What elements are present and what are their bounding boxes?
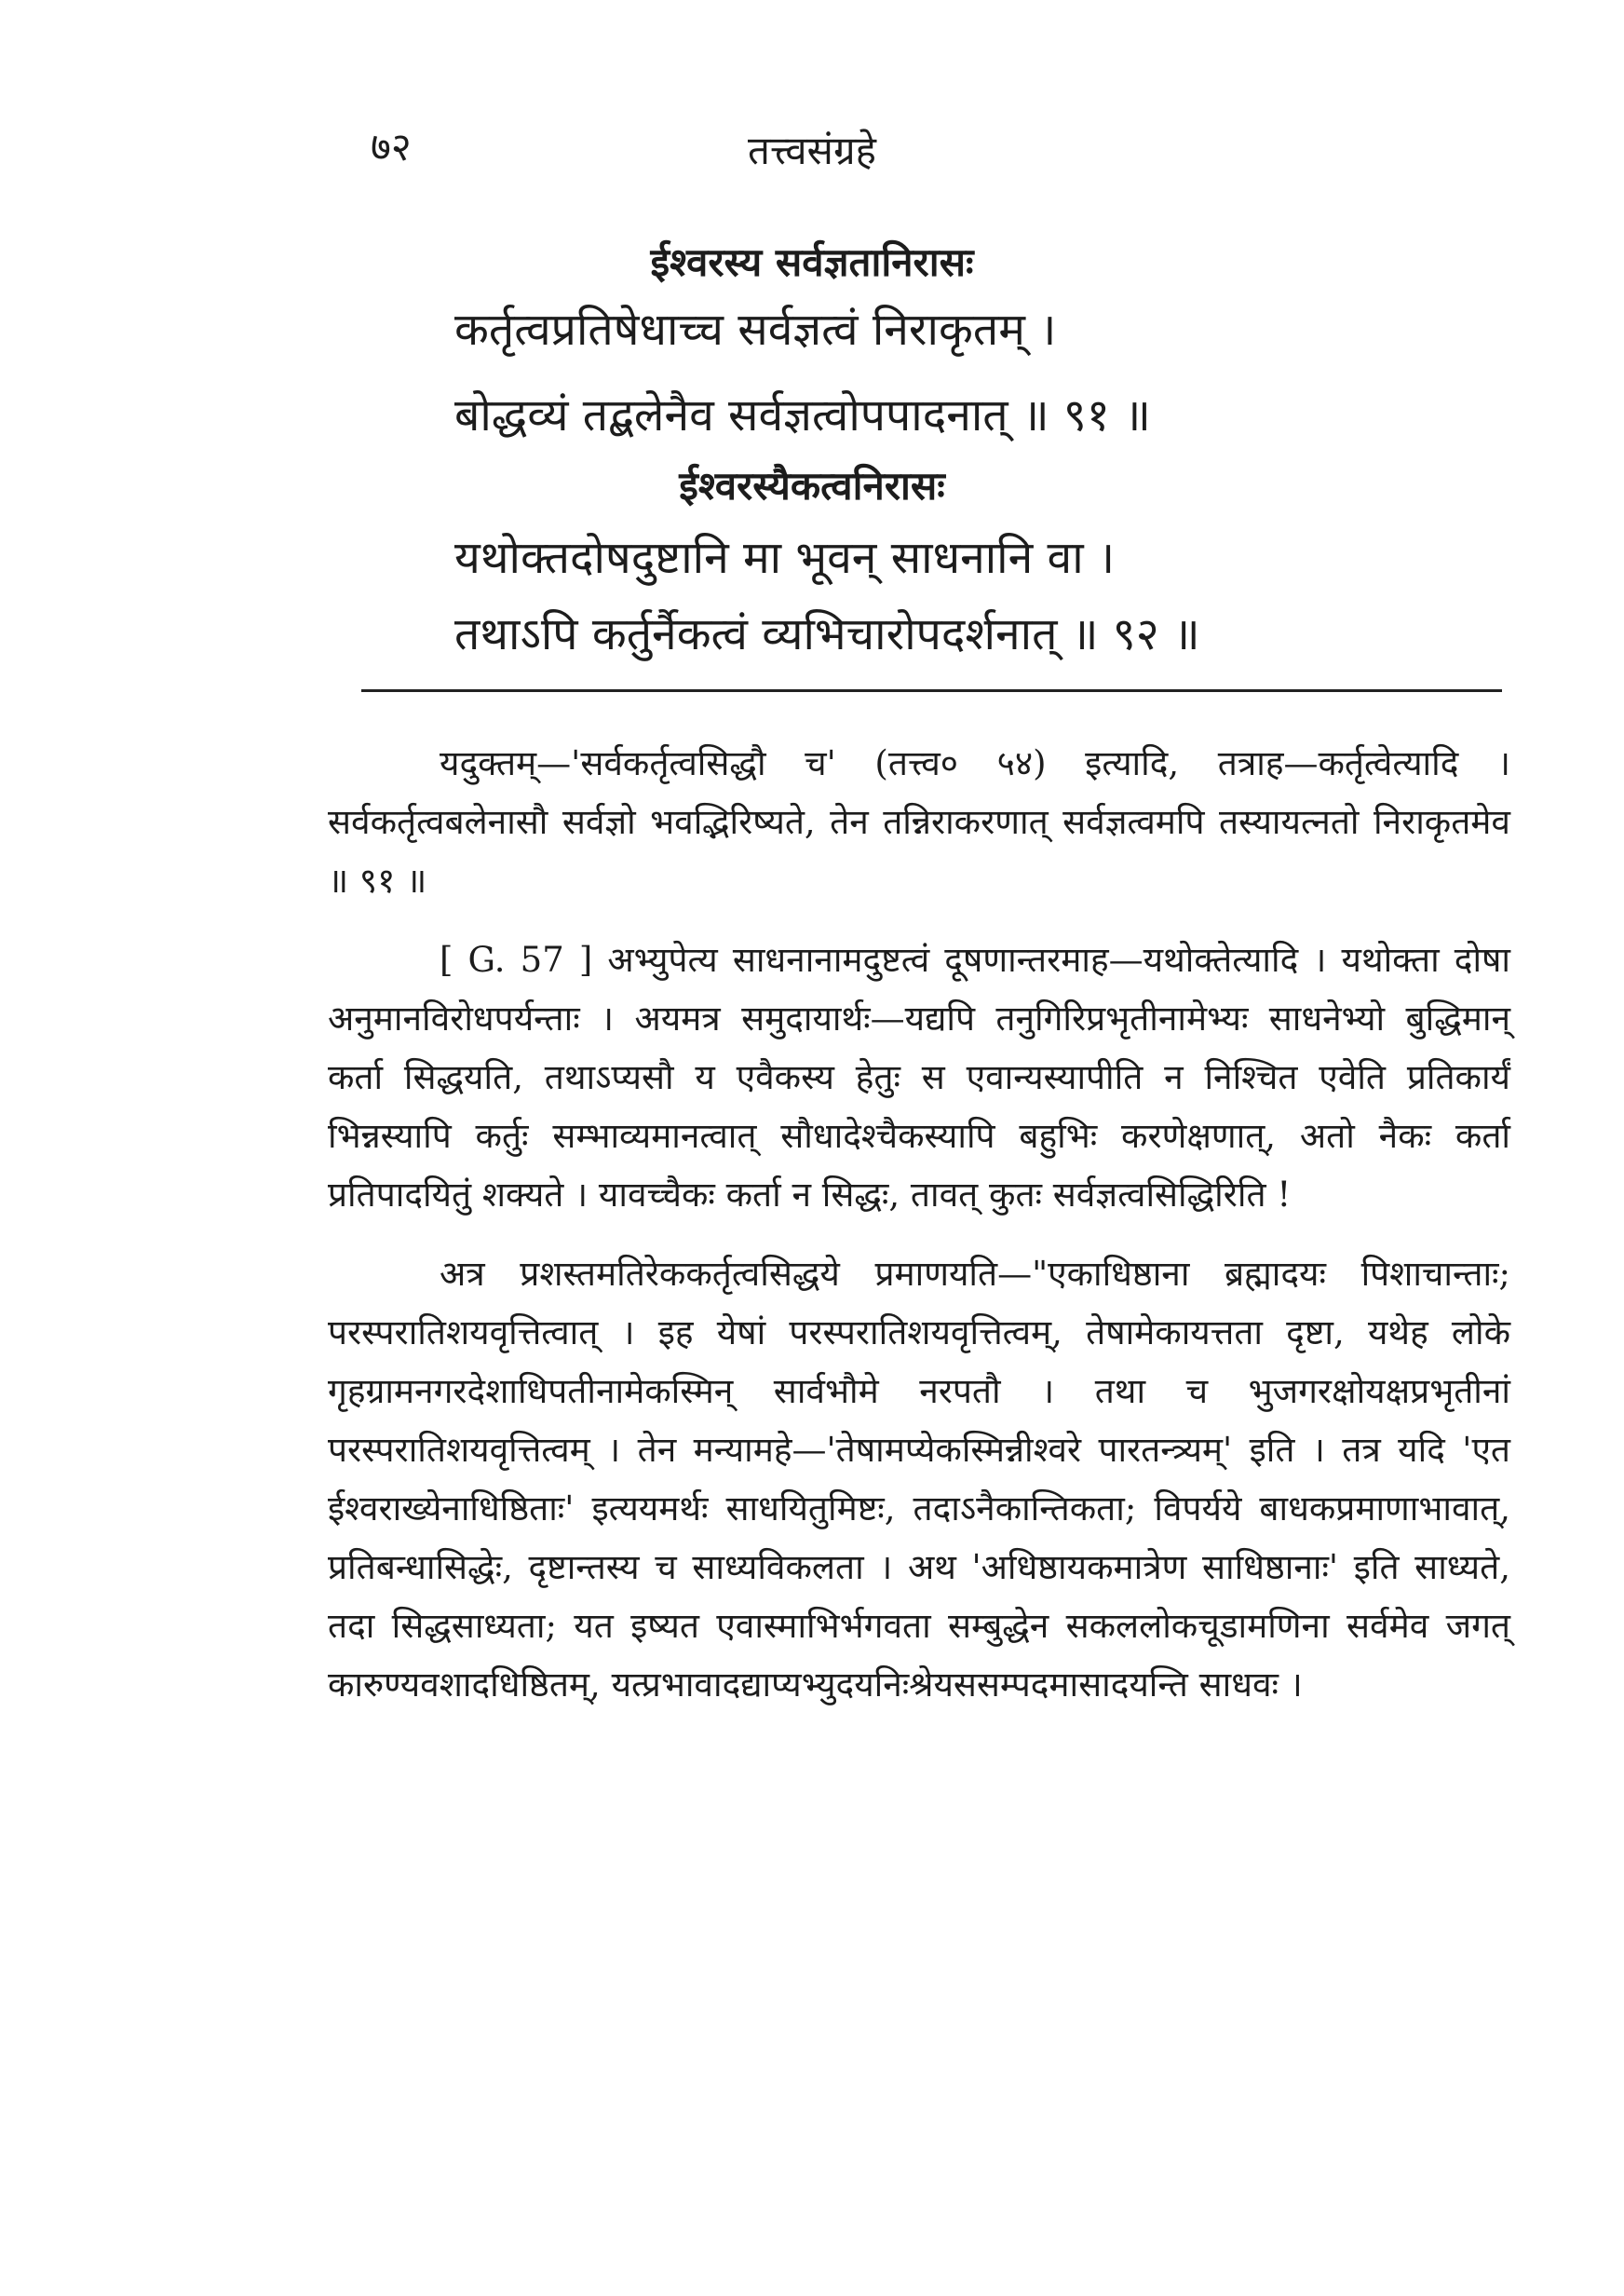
page-number: ७२ — [371, 124, 412, 170]
commentary-paragraph-3: अत्र प्रशस्तमतिरेककर्तृत्वसिद्धये प्रमाणयति—"एकाधिष्ठाना ब्रह्मादयः पिशाचान्ताः; परस्परातिशयवृत्तित्वात् । इह येषां परस्परातिशयवृत्तित्वम्, तेषामेकायत्तता दृष्टा, यथेह लोके गृहग्रामनगरदेशाधिपतीनामेकस्मिन् सार्वभौमे नरपतौ । तथा च भुजगरक्षोयक्षप्रभृतीनां परस्परातिशयवृत्तित्वम् । तेन मन्यामहे—'तेषामप्येकस्मिन्नीश्वरे पारतन्त्र्यम्' इति । तत्र यदि 'एत ईश्वराख्येनाधिष्ठिताः' इत्ययमर्थः साधयितुमिष्टः, तदाऽनैकान्तिकता; विपर्यये बाधकप्रमाणाभावात्, प्रतिबन्धासिद्धेः, दृष्टान्तस्य च साध्यविकलता । अथ 'अधिष्ठायकमात्रेण साधिष्ठानाः' इति साध्यते, तदा सिद्धसाध्यता; यत इष्यत एवास्माभिर्भगवता सम्बुद्धेन सकललोकचूडामणिना सर्वमेव जगत् कारुण्यवशादधिष्ठितम्, यत्प्रभावादद्याप्यभ्युदयनिःश्रेयससम्पदमासादयन्ति साधवः । — [328, 1254, 1510, 1705]
commentary-paragraph-1: यदुक्तम्—'सर्वकर्तृत्वसिद्धौ च' (तत्त्व० ५४) इत्यादि, तत्राह—कर्तृत्वेत्यादि । सर्वकर्तृत्वबलेनासौ सर्वज्ञो भवद्भिरिष्यते, तेन तन्निराकरणात् सर्वज्ञत्वमपि तस्यायत्नतो निराकृतमेव ॥ ९१ ॥ — [328, 743, 1510, 901]
commentary-paragraph-2: [ G. 57 ] अभ्युपेत्य साधनानामदुष्टत्वं दूषणान्तरमाह—यथोक्तेत्यादि । यथोक्ता दोषा अनुमानविरोधपर्यन्ताः । अयमत्र समुदायार्थः—यद्यपि तनुगिरिप्रभृतीनामेभ्यः साधनेभ्यो बुद्धिमान् कर्ता सिद्धयति, तथाऽप्यसौ य एवैकस्य हेतुः स एवान्यस्यापीति न निश्चित एवेति प्रतिकार्यं भिन्नस्यापि कर्तुः सम्भाव्यमानत्वात् सौधादेश्चैकस्यापि बहुभिः करणेक्षणात्, अतो नैकः कर्ता प्रतिपादयितुं शक्यते । यावच्चैकः कर्ता न सिद्धः, तावत् कुतः सर्वज्ञत्वसिद्धिरिति ! — [328, 940, 1510, 1215]
verse-91-line-1: कर्तृत्वप्रतिषेधाच्च सर्वज्ञत्वं निराकृतम् । — [454, 304, 1057, 356]
section-divider — [361, 689, 1502, 692]
section-heading-1: ईश्वरस्य सर्वज्ञतानिरासः — [650, 239, 974, 285]
section-heading-2: ईश्वरस्यैकत्वनिरासः — [679, 463, 945, 509]
running-head: तत्त्वसंग्रहे — [748, 128, 876, 173]
verse-92-line-1: यथोक्तदोषदुष्टानि मा भूवन् साधनानि वा । — [454, 532, 1116, 584]
verse-91-line-2: बोद्धव्यं तद्बलेनैव सर्वज्ञत्वोपपादनात् ॥ ९१ ॥ — [454, 389, 1151, 442]
commentary-block — [328, 734, 1510, 1714]
verse-92-line-2: तथाऽपि कर्तुर्नैकत्वं व्यभिचारोपदर्शनात् ॥ ९२ ॥ — [454, 608, 1200, 660]
